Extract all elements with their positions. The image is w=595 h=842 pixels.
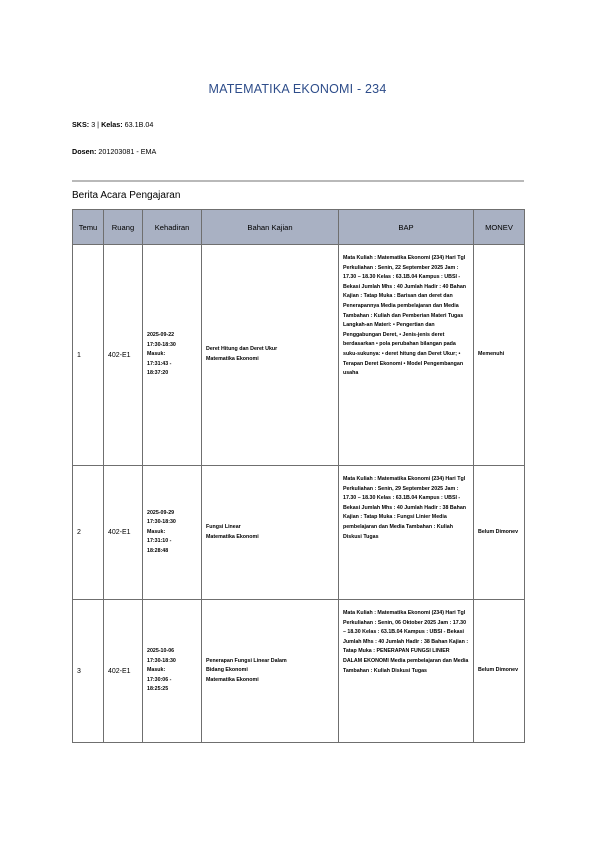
bahan-cell [202,466,339,600]
kelas-value: 63.1B.04 [124,120,154,129]
teaching-report-table [72,209,525,743]
kehadiran-masuk: Masuk: [147,351,166,358]
sks-label: SKS: [72,120,90,129]
header-kehadiran: Kehadiran [143,210,202,245]
dosen-label: Dosen: [72,147,97,156]
monev-cell: Memenuhi [474,245,525,466]
kehadiran-time: 17:30-18:30 [147,519,176,526]
kehadiran-date: 2025-09-22 [147,332,175,339]
sks-value: 3 [91,120,96,129]
dosen-value: 201203081 - EMA [98,147,157,156]
header-bap: BAP [339,210,474,245]
kehadiran-time: 17:30-18:30 [147,657,176,664]
kehadiran-out: 18:28:48 [147,547,169,554]
temu-cell: 1 [73,245,104,466]
bahan-line: Matematika Ekonomi [206,676,259,683]
kehadiran-date: 2025-09-29 [147,509,175,516]
header-monev: MONEV [474,210,525,245]
kehadiran-in: 17:31:10 - [147,538,172,545]
kehadiran-in: 17:31:43 - [147,360,172,367]
table-row [73,466,525,600]
monev-cell: Belum Dimonev [474,600,525,743]
header-bahan-kajian: Bahan Kajian [202,210,339,245]
bahan-line: Deret Hitung dan Deret Ukur [206,346,278,353]
bahan-line: Matematika Ekonomi [206,533,259,540]
kehadiran-masuk: Masuk: [147,667,166,674]
kehadiran-cell [143,245,202,466]
divider [72,180,524,182]
kehadiran-time: 17:30-18:30 [147,341,176,348]
course-title: MATEMATIKA EKONOMI - 234 [208,82,387,96]
kehadiran-out: 18:25:25 [147,686,169,693]
bahan-line: Matematika Ekonomi [206,356,259,362]
course-meta: SKS: 3 | Kelas: 63.1B.04 [72,120,154,129]
kehadiran-date: 2025-10-06 [147,648,175,655]
header-temu: Temu [73,210,104,245]
bap-cell: Mata Kuliah : Matematika Ekonomi (234) Hari Tgl Perkuliahan : Senin, 22 September 2025 Jam : 17.30 – 18.30 Kelas : 63.1B.04 Kampus : UBSI - Bekasi Jumlah Mhs : 40 Jumlah Hadir : 40 Bahan Kajian : Tatap Muka : Barisan dan deret dan Penerapannya Media pembelajaran dan Media Tambahan : Kuliah dan Pemberian Materi Tugas Langkah-an Materi: • Pengertian dan Penggabungan Deret, • Jenis-jenis deret berdasarkan • pola perubahan bilangan pada suku-sukunya: • deret hitung dan Deret Ukur; • Terapan Deret Ekonomi • Model Pengembangan usaha [339,245,474,466]
temu-cell: 2 [73,466,104,600]
kehadiran-in: 17:30:06 - [147,676,172,683]
bahan-line: Penerapan Fungsi Linear Dalam [206,657,287,664]
section-title: Berita Acara Pengajaran [72,190,181,201]
bap-cell: Mata Kuliah : Matematika Ekonomi (234) Hari Tgl Perkuliahan : Senin, 06 Oktober 2025 Jam : 17.30 – 18.30 Kelas : 63.1B.04 Kampus : UBSI - Bekasi Jumlah Mhs : 40 Jumlah Hadir : 38 Bahan Kajian : Tatap Muka : PENERAPAN FUNGSI LINIER DALAM EKONOMI Media pembelajaran dan Media Tambahan : Kuliah Diskusi Tugas [339,600,474,743]
temu-cell: 3 [73,600,104,743]
ruang-cell: 402-E1 [104,466,143,600]
kelas-label: Kelas: [101,120,123,129]
table-row [73,245,525,466]
lecturer-meta [72,147,156,156]
bahan-cell [202,245,339,466]
kehadiran-cell [143,600,202,743]
ruang-cell: 402-E1 [104,245,143,466]
kehadiran-masuk: Masuk: [147,528,166,535]
kehadiran-out: 18:37:20 [147,370,169,377]
ruang-cell: 402-E1 [104,600,143,743]
table-header-row [73,210,525,245]
bahan-line: Bidang Ekonomi [206,667,248,674]
bap-cell: Mata Kuliah : Matematika Ekonomi (234) Hari Tgl Perkuliahan : Senin, 29 September 2025 Jam : 17.30 – 18.30 Kelas : 63.1B.04 Kampus : UBSI - Bekasi Jumlah Mhs : 40 Jumlah Hadir : 38 Bahan Kajian : Tatap Muka : Fungsi Linier Media pembelajaran dan Media Tambahan : Kuliah Diskusi Tugas [339,466,474,600]
kehadiran-cell [143,466,202,600]
header-ruang: Ruang [104,210,143,245]
table-row [73,600,525,743]
bahan-line: Fungsi Linear [206,523,241,530]
monev-cell: Belum Dimonev [474,466,525,600]
bahan-cell [202,600,339,743]
